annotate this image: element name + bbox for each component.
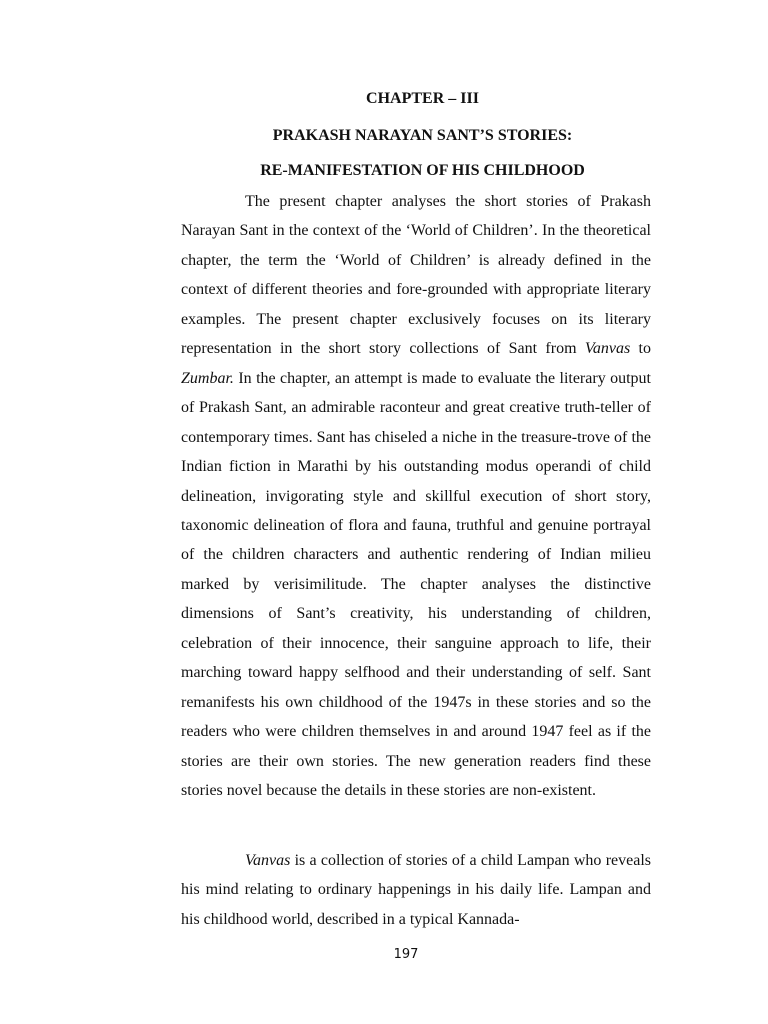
chapter-title-line-2: RE-MANIFESTATION OF HIS CHILDHOOD [260,162,585,179]
chapter-heading: CHAPTER – III [366,90,479,107]
book-title-vanvas: Vanvas [584,340,631,358]
body-paragraph-2 [181,846,651,934]
book-title-vanvas: Vanvas [245,852,291,869]
paragraph-text: In the chapter, an attempt is made to evaluate the literary output of Prakash Sant, an admirable raconteur and great creative truth-teller of contemporary times. Sant has chiseled a niche in the treasure-trove of the Indian fiction in Marathi by his outstanding modus operandi of child delineation, invigorating style and skillful execution of short story, taxonomic delineation of flora and fauna, truthful and genuine portrayal of the children characters and authentic rendering of Indian milieu marked by verisimilitude. The chapter analyses the distinctive dimensions of Sant’s creativity, his understanding of children, celebration of their innocence, their sanguine approach to life, their marching toward happy selfhood and their understanding of self. Sant remanifests his own childhood of the 1947s in these stories and so the readers who were children themselves in and around 1947 feel as if the stories are their own stories. The new generation readers find these stories novel because the details in these stories are non-existent. [181,369,651,800]
page-number: 197 [393,947,419,962]
paragraph-text: The present chapter analyses the short stories of Prakash Narayan Sant in the context of the ‘World of Children’. In the theoretical chapter, the term the ‘World of Children’ is already defined in the context of different theories and fore-grounded with appropriate literary examples. The present chapter exclusively focuses on its literary representation in the short story collections of Sant from [181,193,651,358]
paragraph-text: is a collection of stories of a child Lampan who reveals his mind relating to ordinary happenings in his daily life. Lampan and his childhood world, described in a typical Kannada- [181,852,651,928]
chapter-title-line-1: PRAKASH NARAYAN SANT’S STORIES: [272,127,573,144]
book-title-zumbar: Zumbar. [181,369,234,387]
body-paragraph-1 [181,187,651,806]
paragraph-text: to [630,340,651,358]
